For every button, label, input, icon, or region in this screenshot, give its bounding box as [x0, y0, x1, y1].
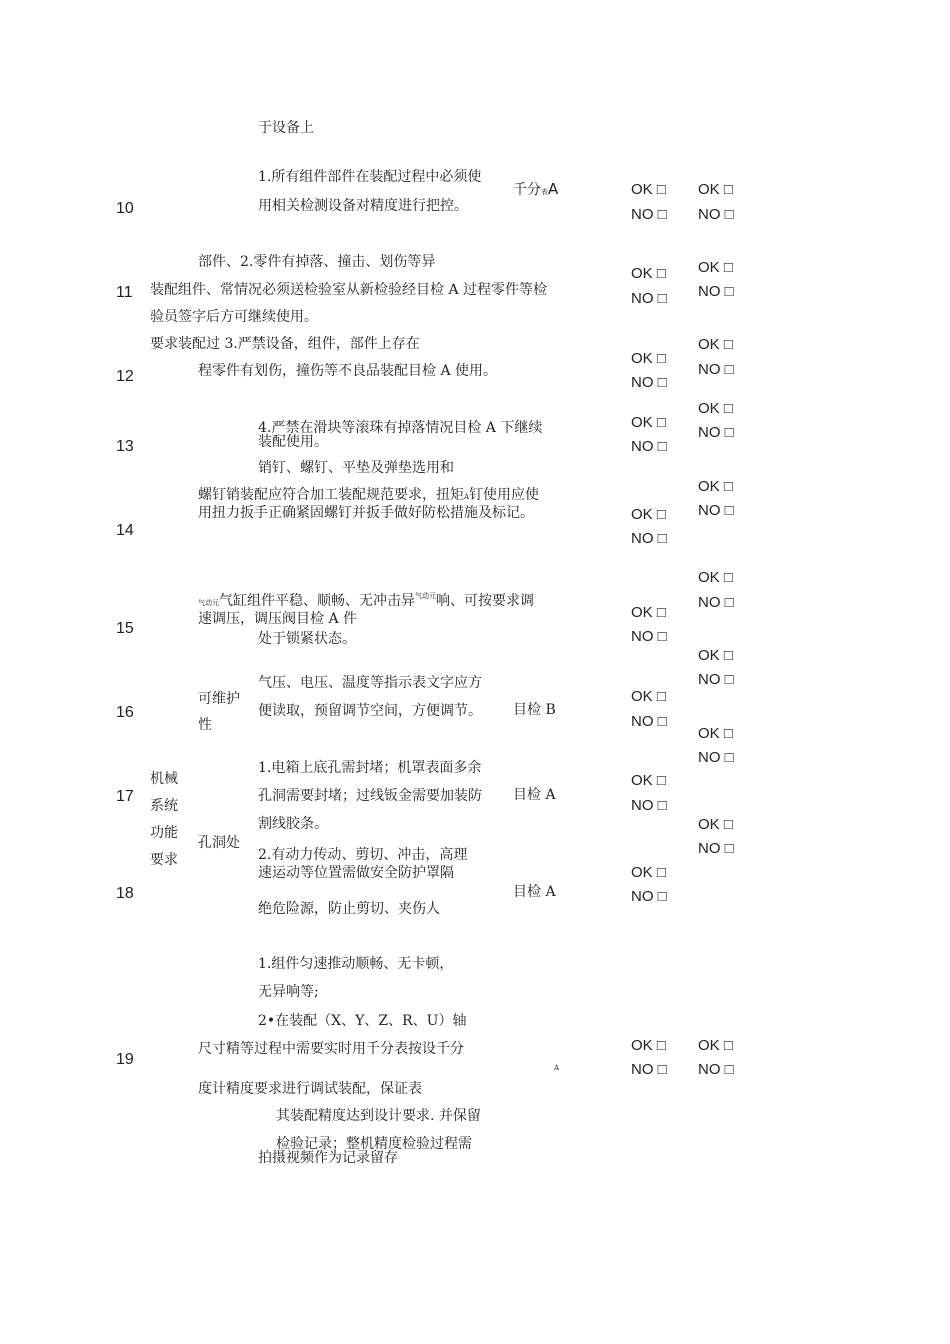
no-checkbox[interactable]: NO □ — [698, 594, 734, 611]
requirement-text: 部件、2.零件有掉落、撞击、划伤等异 — [198, 254, 436, 270]
requirement-text: 用扭力扳手正确紧固螺钉并扳手做好防松措施及标记。 — [198, 505, 534, 521]
requirement-text: 1.组件匀速推动顺畅、无卡顿， — [258, 956, 454, 972]
row-number-12: 12 — [116, 368, 134, 385]
category-label: 性 — [198, 717, 212, 733]
requirement-text: 验员签字后方可继续使用。 — [150, 309, 318, 325]
no-checkbox[interactable]: NO □ — [698, 671, 734, 688]
ok-checkbox[interactable]: OK □ — [698, 181, 733, 198]
requirement-text: 4.严禁在滑块等滚珠有掉落情况目检 A 下继续 — [258, 420, 543, 436]
requirement-text: 度计精度要求进行调试装配，保证表 — [198, 1081, 422, 1097]
ok-checkbox[interactable]: OK □ — [631, 506, 666, 523]
ok-checkbox[interactable]: OK □ — [698, 259, 733, 276]
no-checkbox[interactable]: NO □ — [698, 424, 734, 441]
requirement-text: 速运动等位置需做安全防护罩隔 — [258, 865, 454, 881]
no-checkbox[interactable]: NO □ — [631, 438, 667, 455]
requirement-text: 处于锁紧状态。 — [258, 631, 356, 647]
requirement-text: 速调压，调压阀目检 A 件 — [198, 611, 358, 627]
section-label: 要求 — [150, 852, 178, 868]
requirement-text: 气压、电压、温度等指示表文字应方 — [258, 675, 482, 691]
requirement-text: 尺寸精等过程中需要实时用千分表按设千分 — [198, 1041, 464, 1057]
no-checkbox[interactable]: NO □ — [631, 888, 667, 905]
no-checkbox[interactable]: NO □ — [698, 502, 734, 519]
no-checkbox[interactable]: NO □ — [631, 713, 667, 730]
row-number-11: 11 — [116, 284, 133, 301]
no-checkbox[interactable]: NO □ — [631, 530, 667, 547]
section-label: 机械 — [150, 771, 178, 787]
requirement-text: 销钉、螺钉、平垫及弹垫选用和 — [258, 460, 454, 476]
requirement-text: 拍摄视频作为记录留存 — [258, 1150, 398, 1166]
ok-checkbox[interactable]: OK □ — [631, 181, 666, 198]
inspection-method: 目检 B — [513, 702, 556, 718]
requirement-text: 装配组件、常情况必须送检验室从新检验经目检 A 过程零件等检 — [150, 282, 548, 298]
row-number-17: 17 — [116, 788, 134, 805]
requirement-text: 程零件有划伤，撞伤等不良品装配目检 A 使用。 — [198, 363, 498, 379]
requirement-text: 1.所有组件部件在装配过程中必须使 — [258, 169, 482, 185]
small-mark: A — [554, 1064, 560, 1072]
row-number-14: 14 — [116, 522, 134, 539]
ok-checkbox[interactable]: OK □ — [631, 265, 666, 282]
ok-checkbox[interactable]: OK □ — [631, 414, 666, 431]
no-checkbox[interactable]: NO □ — [631, 290, 667, 307]
ok-checkbox[interactable]: OK □ — [698, 336, 733, 353]
no-checkbox[interactable]: NO □ — [631, 1061, 667, 1078]
requirement-text: 气动元气缸组件平稳、顺畅、无冲击异$^{气动元}$响、可按要求调 — [198, 592, 534, 609]
ok-checkbox[interactable]: OK □ — [698, 647, 733, 664]
inspection-method: 千分表A — [513, 180, 559, 198]
section-label: 系统 — [150, 798, 178, 814]
row-number-19: 19 — [116, 1051, 134, 1068]
no-checkbox[interactable]: NO □ — [698, 749, 734, 766]
row-number-18: 18 — [116, 885, 134, 902]
ok-checkbox[interactable]: OK □ — [698, 1037, 733, 1054]
ok-checkbox[interactable]: OK □ — [698, 816, 733, 833]
no-checkbox[interactable]: NO □ — [698, 283, 734, 300]
ok-checkbox[interactable]: OK □ — [698, 478, 733, 495]
requirement-text: 2•在装配（X、Y、Z、R、U）轴 — [258, 1013, 467, 1029]
requirement-text: 装配使用。 — [258, 434, 328, 450]
ok-checkbox[interactable]: OK □ — [698, 725, 733, 742]
requirement-text: 检验记录；整机精度检验过程需 — [276, 1136, 472, 1152]
ok-checkbox[interactable]: OK □ — [698, 400, 733, 417]
no-checkbox[interactable]: NO □ — [698, 206, 734, 223]
requirement-text: 孔洞需要封堵；过线钣金需要加装防 — [258, 788, 482, 804]
ok-checkbox[interactable]: OK □ — [631, 864, 666, 881]
row-number-16: 16 — [116, 704, 134, 721]
requirement-text: 割线胶条。 — [258, 816, 328, 832]
requirement-text: 螺钉销装配应符合加工装配规范要求，扭矩A钉使用应使 — [198, 487, 540, 503]
ok-checkbox[interactable]: OK □ — [698, 569, 733, 586]
requirement-text: 其装配精度达到设计要求. 并保留 — [276, 1108, 481, 1124]
requirement-text: 1.电箱上底孔需封堵；机罩表面多余 — [258, 760, 482, 776]
no-checkbox[interactable]: NO □ — [631, 374, 667, 391]
no-checkbox[interactable]: NO □ — [698, 1061, 734, 1078]
requirement-text: 用相关检测设备对精度进行把控。 — [258, 198, 468, 214]
inspection-method: 目检 A — [513, 884, 556, 900]
row-number-13: 13 — [116, 438, 134, 455]
row-number-15: 15 — [116, 620, 134, 637]
ok-checkbox[interactable]: OK □ — [631, 604, 666, 621]
section-label: 功能 — [150, 825, 178, 841]
ok-checkbox[interactable]: OK □ — [631, 1037, 666, 1054]
inspection-method: 目检 A — [513, 787, 556, 803]
ok-checkbox[interactable]: OK □ — [631, 688, 666, 705]
no-checkbox[interactable]: NO □ — [631, 206, 667, 223]
ok-checkbox[interactable]: OK □ — [631, 350, 666, 367]
ok-checkbox[interactable]: OK □ — [631, 772, 666, 789]
requirement-text: 无异响等; — [258, 984, 319, 1000]
requirement-text: 便读取，预留调节空间，方便调节。 — [258, 703, 482, 719]
requirement-text: 2.有动力传动、剪切、冲击，高理 — [258, 847, 468, 863]
requirement-text: 要求装配过 3.严禁设备，组件，部件上存在 — [150, 336, 420, 352]
no-checkbox[interactable]: NO □ — [631, 797, 667, 814]
no-checkbox[interactable]: NO □ — [698, 840, 734, 857]
continuation-text: 于设备上 — [258, 120, 314, 136]
no-checkbox[interactable]: NO □ — [631, 628, 667, 645]
requirement-text: 绝危险源，防止剪切、夹伤人 — [258, 901, 440, 917]
row-number-10: 10 — [116, 200, 134, 217]
no-checkbox[interactable]: NO □ — [698, 361, 734, 378]
category-label: 孔洞处 — [198, 835, 240, 851]
category-label: 可维护 — [198, 691, 240, 707]
